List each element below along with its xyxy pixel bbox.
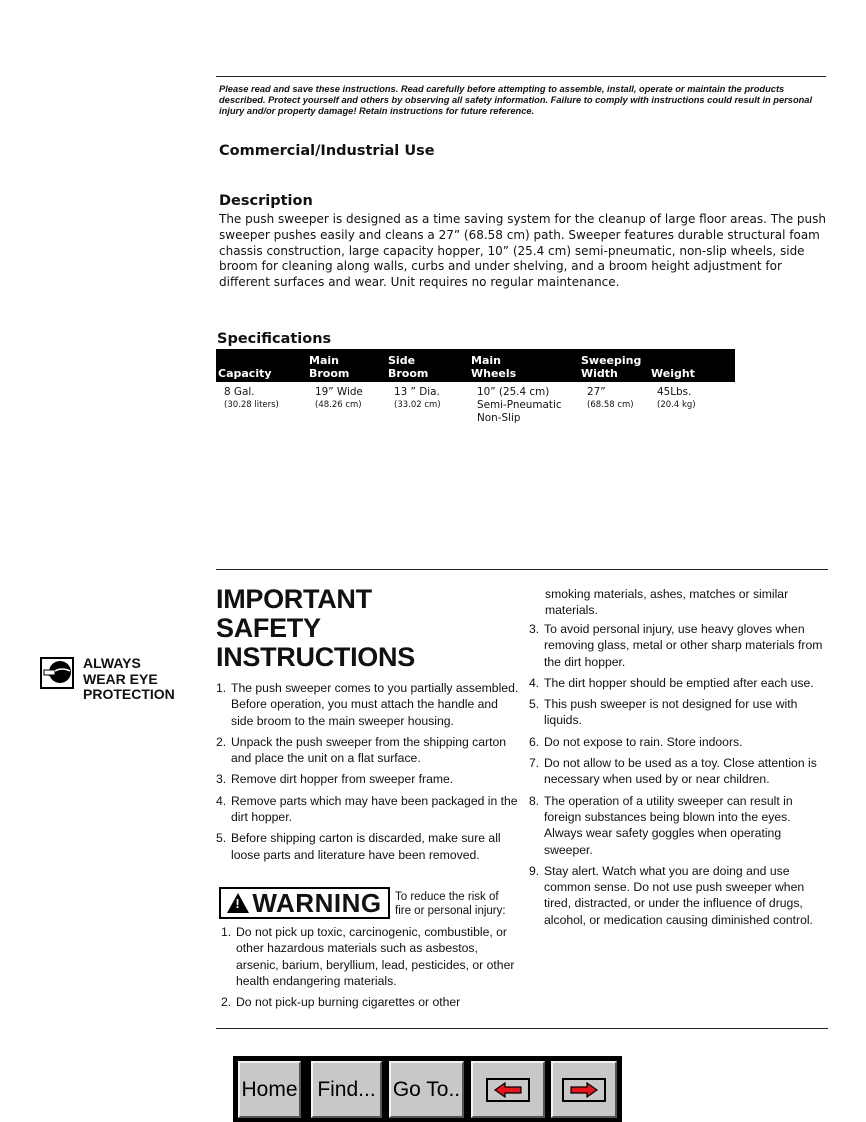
spec-header-main-broom: Main Broom [307,349,386,382]
specifications-heading: Specifications [217,331,332,347]
eye-protection-label: ALWAYS WEAR EYE PROTECTION [83,655,175,702]
list-item: 5. Before shipping carton is discarded, make sure all loose parts and literature have been removed. [216,831,501,862]
warnings-list-right [529,621,829,933]
spec-main-broom: 19” Wide (48.26 cm) [315,386,363,410]
list-item: 6. Do not expose to rain. Store indoors. [529,734,743,749]
warning-badge: ! WARNING [219,887,390,919]
spec-header-main-wheels: Main Wheels [469,349,579,382]
description-heading: Description [219,193,313,209]
list-item: 3. To avoid personal injury, use heavy gloves when removing glass, metal or other sharp materials from the dirt hopper. [529,622,823,669]
warning-triangle-icon: ! [227,893,249,913]
list-item: 1. The push sweeper comes to you partially assembled. Before operation, you must attach the handle and side broom to the main sweeper housing. [216,681,519,728]
bottom-rule [216,1028,828,1029]
safety-top-rule [216,569,828,570]
find-button[interactable]: Find... [311,1061,382,1118]
spec-header-sweeping-width: Sweeping Width [579,349,649,382]
specifications-table [216,349,735,425]
list-item: 1. Do not pick up toxic, carcinogenic, combustible, or other hazardous materials such as asbestos, arsenic, barium, beryllium, lead, pesticides, or other health endangering materials. [221,925,515,988]
top-rule [216,76,826,77]
list-item: 8. The operation of a utility sweeper can result in foreign substances being blown into the eyes. Always wear safety goggles when operating sweeper. [529,793,793,857]
warning-continued-text: smoking materials, ashes, matches or similar materials. [545,587,789,618]
previous-page-button[interactable] [471,1061,545,1118]
spec-side-broom: 13 ” Dia. (33.02 cm) [394,386,441,410]
spec-capacity: 8 Gal. (30.28 liters) [224,386,279,410]
list-item: 9. Stay alert. Watch what you are doing and use common sense. Do not use push sweeper when tired, distracted, or under the influence of drugs, alcohol, or medication causing diminished control. [529,863,813,927]
spec-header-capacity: Capacity [216,349,307,382]
list-item: 2. Do not pick-up burning cigarettes or other [221,995,461,1010]
assembly-steps [216,680,520,868]
left-arrow-icon [486,1078,530,1102]
list-item: 3. Remove dirt hopper from sweeper frame. [216,772,454,787]
warning-note: To reduce the risk of fire or personal injury: [395,891,506,917]
description-text: The push sweeper is designed as a time saving system for the cleanup of large floor areas. The push sweeper pushes easily and cleans a 27” (68.58 cm) path. Sweeper features durable structural foam chassis construction, large capacity hopper, 10” (25.4 cm) semi-pneumatic, non-slip wheels, side broom for cleaning along walls, curbs and under shelving, and a broom height adjustment for different surfaces and wear. Unit requires no regular maintenance. [219,212,827,290]
list-item: 4. Remove parts which may have been packaged in the dirt hopper. [216,793,518,825]
list-item: 4. The dirt hopper should be emptied after each use. [529,675,814,690]
navigation-bar [233,1056,622,1122]
warnings-list-left [221,924,515,1015]
goto-button[interactable]: Go To.. [389,1061,464,1118]
spec-main-wheels: 10” (25.4 cm) Semi-Pneumatic Non-Slip [477,386,562,424]
spec-value-row [216,382,735,425]
spec-weight: 45Lbs. (20.4 kg) [657,386,696,410]
right-arrow-icon [562,1078,606,1102]
next-page-button[interactable] [551,1061,617,1118]
home-button[interactable]: Home [238,1061,301,1118]
safety-notice: Please read and save these instructions. Read carefully before attempting to assemble, install, operate or maintain the products described. Protect yourself and others by observing all safety information. Failure to comply with instructions could result in personal injury and/or property damage! Retain instructions for future reference. [219,84,813,116]
use-heading: Commercial/Industrial Use [219,143,435,159]
eye-protection-icon [40,657,74,689]
spec-header-side-broom: Side Broom [386,349,469,382]
safety-title: IMPORTANT SAFETY INSTRUCTIONS [216,584,415,672]
list-item: 2. Unpack the push sweeper from the shipping carton and place the unit on a flat surface. [216,734,507,766]
spec-header-row [216,349,735,382]
list-item: 5. This push sweeper is not designed for use with liquids. [529,697,798,728]
spec-sweeping-width: 27” (68.58 cm) [587,386,634,410]
spec-header-weight: Weight [649,349,735,382]
list-item: 7. Do not allow to be used as a toy. Close attention is necessary when used by or near children. [529,756,817,787]
